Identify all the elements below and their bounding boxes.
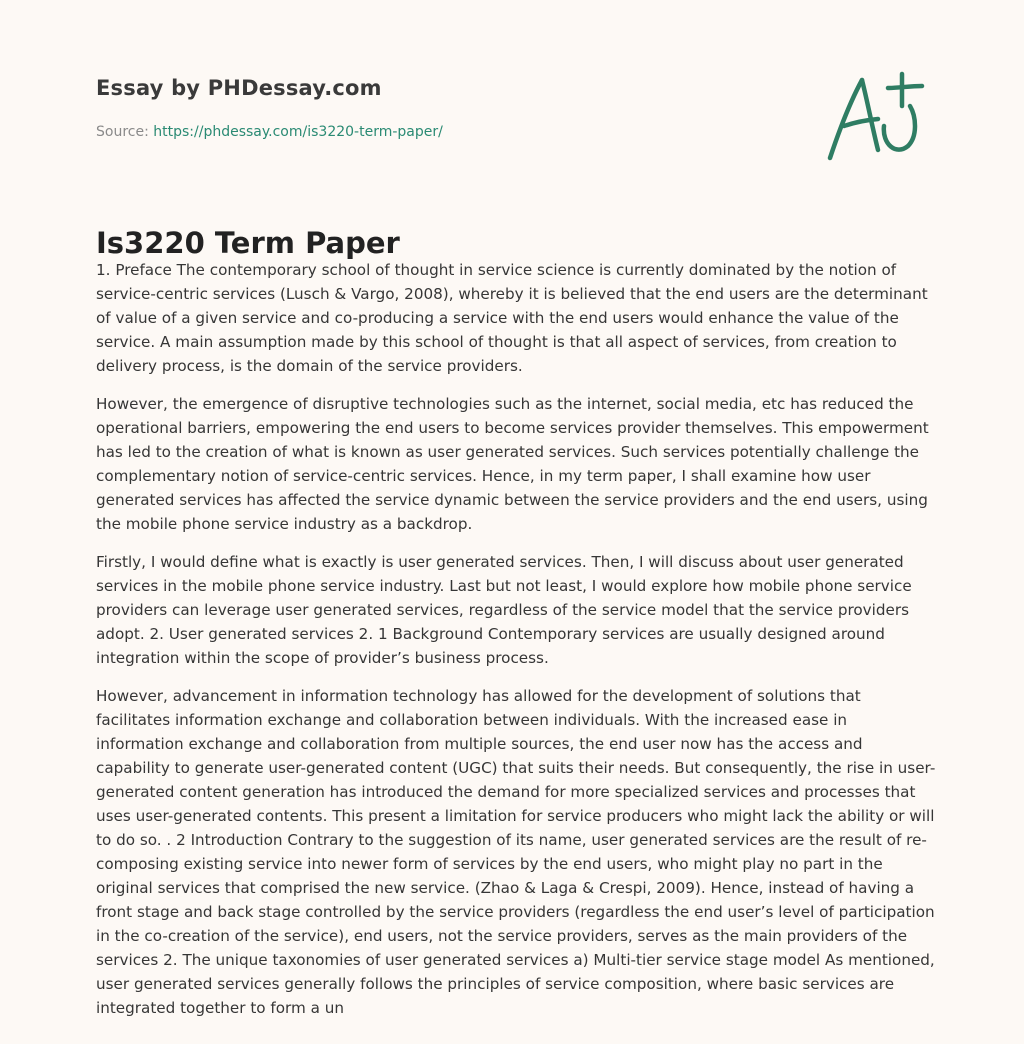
source-link[interactable]: https://phdessay.com/is3220-term-paper/: [153, 124, 443, 140]
document-title: Is3220 Term Paper: [96, 226, 400, 260]
paragraph: However, advancement in information technology has allowed for the development of solutions that facilitates information exchange and collaboration between individuals. With the increased ease in information exchange and collaboration from multiple sources, the end user now has the access and capability to generate user-generated content (UGC) that suits their needs. But consequently, the rise in user-generated content generation has introduced the demand for more specialized services and processes that uses user-generated contents. This present a limitation for service producers who might lack the ability or will to do so. . 2 Introduction Contrary to the suggestion of its name, user generated services are the result of re-composing existing service into newer form of services by the end users, who might play no part in the original services that comprised the new service. (Zhao & Laga & Crespi, 2009). Hence, instead of having a front stage and back stage controlled by the service providers (regardless the end user’s level of participation in the co-creation of the service), end users, not the service providers, serves as the main providers of the services 2. The unique taxonomies of user generated services a) Multi-tier service stage model As mentioned, user generated services generally follows the principles of service composition, where basic services are integrated together to form a un: [96, 687, 936, 1017]
paragraph: Firstly, I would define what is exactly is user generated services. Then, I will discuss about user generated services in the mobile phone service industry. Last but not least, I would explore how mobile phone service providers can leverage user generated services, regardless of the service model that the service providers adopt. 2. User generated services 2. 1 Background Contemporary services are usually designed around integration within the scope of provider’s business process.: [96, 553, 912, 667]
paragraph: However, the emergence of disruptive technologies such as the internet, social media, etc has reduced the operational barriers, empowering the end users to become services provider themselves. This empowerment has led to the creation of what is known as user generated services. Such services potentially challenge the complementary notion of service-centric services. Hence, in my term paper, I shall examine how user generated services has affected the service dynamic between the service providers and the end users, using the mobile phone service industry as a backdrop.: [96, 395, 929, 533]
site-title: Essay by PHDessay.com: [96, 76, 382, 100]
source-label: Source:: [96, 124, 154, 140]
document-body: [96, 258, 936, 1034]
a-plus-logo-icon: [822, 66, 930, 166]
paragraph: 1. Preface The contemporary school of thought in service science is currently dominated by the notion of service-centric services (Lusch & Vargo, 2008), whereby it is believed that the end users are the determinant of value of a given service and co-producing a service with the end users would enhance the value of the service. A main assumption made by this school of thought is that all aspect of services, from creation to delivery process, is the domain of the service providers.: [96, 261, 928, 375]
source-line: [96, 124, 443, 140]
